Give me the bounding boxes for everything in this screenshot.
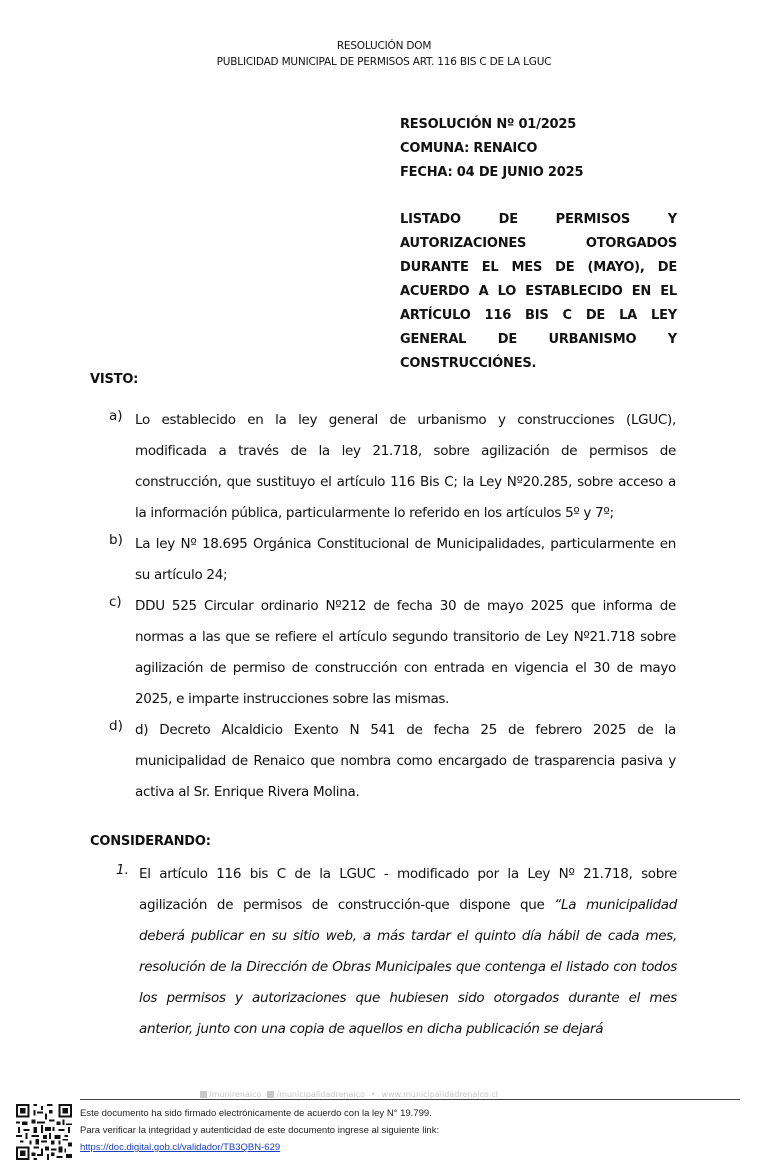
header-title: RESOLUCIÓN DOM: [336, 40, 432, 52]
commune: COMUNA: RENAICO: [400, 141, 538, 156]
qr-code: [16, 1104, 72, 1160]
resolution-subject: LISTADO DE PERMISOS Y AUTORIZACIONES OTORGADOS DURANTE EL MES DE (MAYO), DE ACUERDO A LO ESTABLECIDO EN EL ARTÍCULO 116 BIS C DE LA LEY GENERAL DE URBANISMO Y CONSTRUCCIÓNES.: [400, 212, 677, 371]
resolution-number: RESOLUCIÓN Nº 01/2025: [400, 117, 577, 132]
social-facebook[interactable]: [267, 1090, 364, 1099]
considerando-item-marker: 1.: [116, 862, 129, 878]
facebook-handle: /municipalidadrenaico: [276, 1090, 365, 1099]
date: FECHA: 04 DE JUNIO 2025: [400, 165, 584, 180]
visto-heading: VISTO:: [90, 372, 139, 387]
visto-item-text: Lo establecido en la ley general de urbanismo y construcciones (LGUC), modificada a través de la ley 21.718, sobre agilización de permisos de construcción, que sustituyo el artículo 116 Bis C; la Ley Nº20.285, sobre acceso a la información pública, particularmente lo referido en los artículos 5º y 7º;: [135, 412, 676, 521]
social-website[interactable]: www.municipalidadrenaico.cl: [381, 1090, 498, 1099]
visto-item-text: DDU 525 Circular ordinario Nº212 de fecha 30 de mayo 2025 que informa de normas a las que se refiere el artículo segundo transitorio de Ley Nº21.718 sobre agilización de permiso de construcción con entrada en vigencia el 30 de mayo 2025, e imparte instrucciones sobre las mismas.: [135, 598, 676, 707]
visto-item-marker: b): [109, 532, 123, 548]
signature-notice: Este documento ha sido firmado electrónicamente de acuerdo con la ley N° 19.799.: [80, 1108, 432, 1119]
considerando-item-plain: El artículo 116 bis C de la LGUC - modificado por la Ley Nº 21.718, sobre agilización de permisos de construcción-que dispone que: [139, 866, 677, 913]
footer-divider: [80, 1099, 740, 1100]
instagram-handle: /munirenaico: [209, 1090, 262, 1099]
verification-notice: Para verificar la integridad y autenticidad de este documento ingrese al siguiente link:: [80, 1125, 440, 1136]
visto-item-marker: d): [109, 718, 123, 734]
considerando-heading: CONSIDERANDO:: [90, 834, 211, 849]
considerando-item-quote: “La municipalidad deberá publicar en su sitio web, a más tardar el quinto día hábil de cada mes, resolución de la Dirección de Obras Municipales que contenga el listado con todos los permisos y autorizaciones que hubiesen sido otorgados durante el mes anterior, junto con una copia de aquellos en dicha publicación se dejará: [139, 897, 677, 1037]
visto-item-text: La ley Nº 18.695 Orgánica Constitucional de Municipalidades, particularmente en su artículo 24;: [135, 536, 676, 583]
header-subtitle: PUBLICIDAD MUNICIPAL DE PERMISOS ART. 116 BIS C DE LA LGUC: [216, 56, 552, 68]
instagram-icon: [200, 1091, 207, 1098]
facebook-icon: [267, 1091, 274, 1098]
visto-item-marker: a): [109, 408, 123, 424]
validation-link[interactable]: https://doc.digital.gob.cl/validador/TB3QBN-629: [80, 1142, 281, 1153]
social-links: [200, 1090, 498, 1099]
visto-item-text: d) Decreto Alcaldicio Exento N 541 de fecha 25 de febrero 2025 de la municipalidad de Renaico que nombra como encargado de trasparencia pasiva y activa al Sr. Enrique Rivera Molina.: [135, 722, 676, 800]
considerando-item-text: [139, 859, 677, 1045]
visto-item-marker: c): [109, 594, 122, 610]
social-separator: •: [370, 1090, 376, 1099]
social-instagram[interactable]: [200, 1090, 261, 1099]
